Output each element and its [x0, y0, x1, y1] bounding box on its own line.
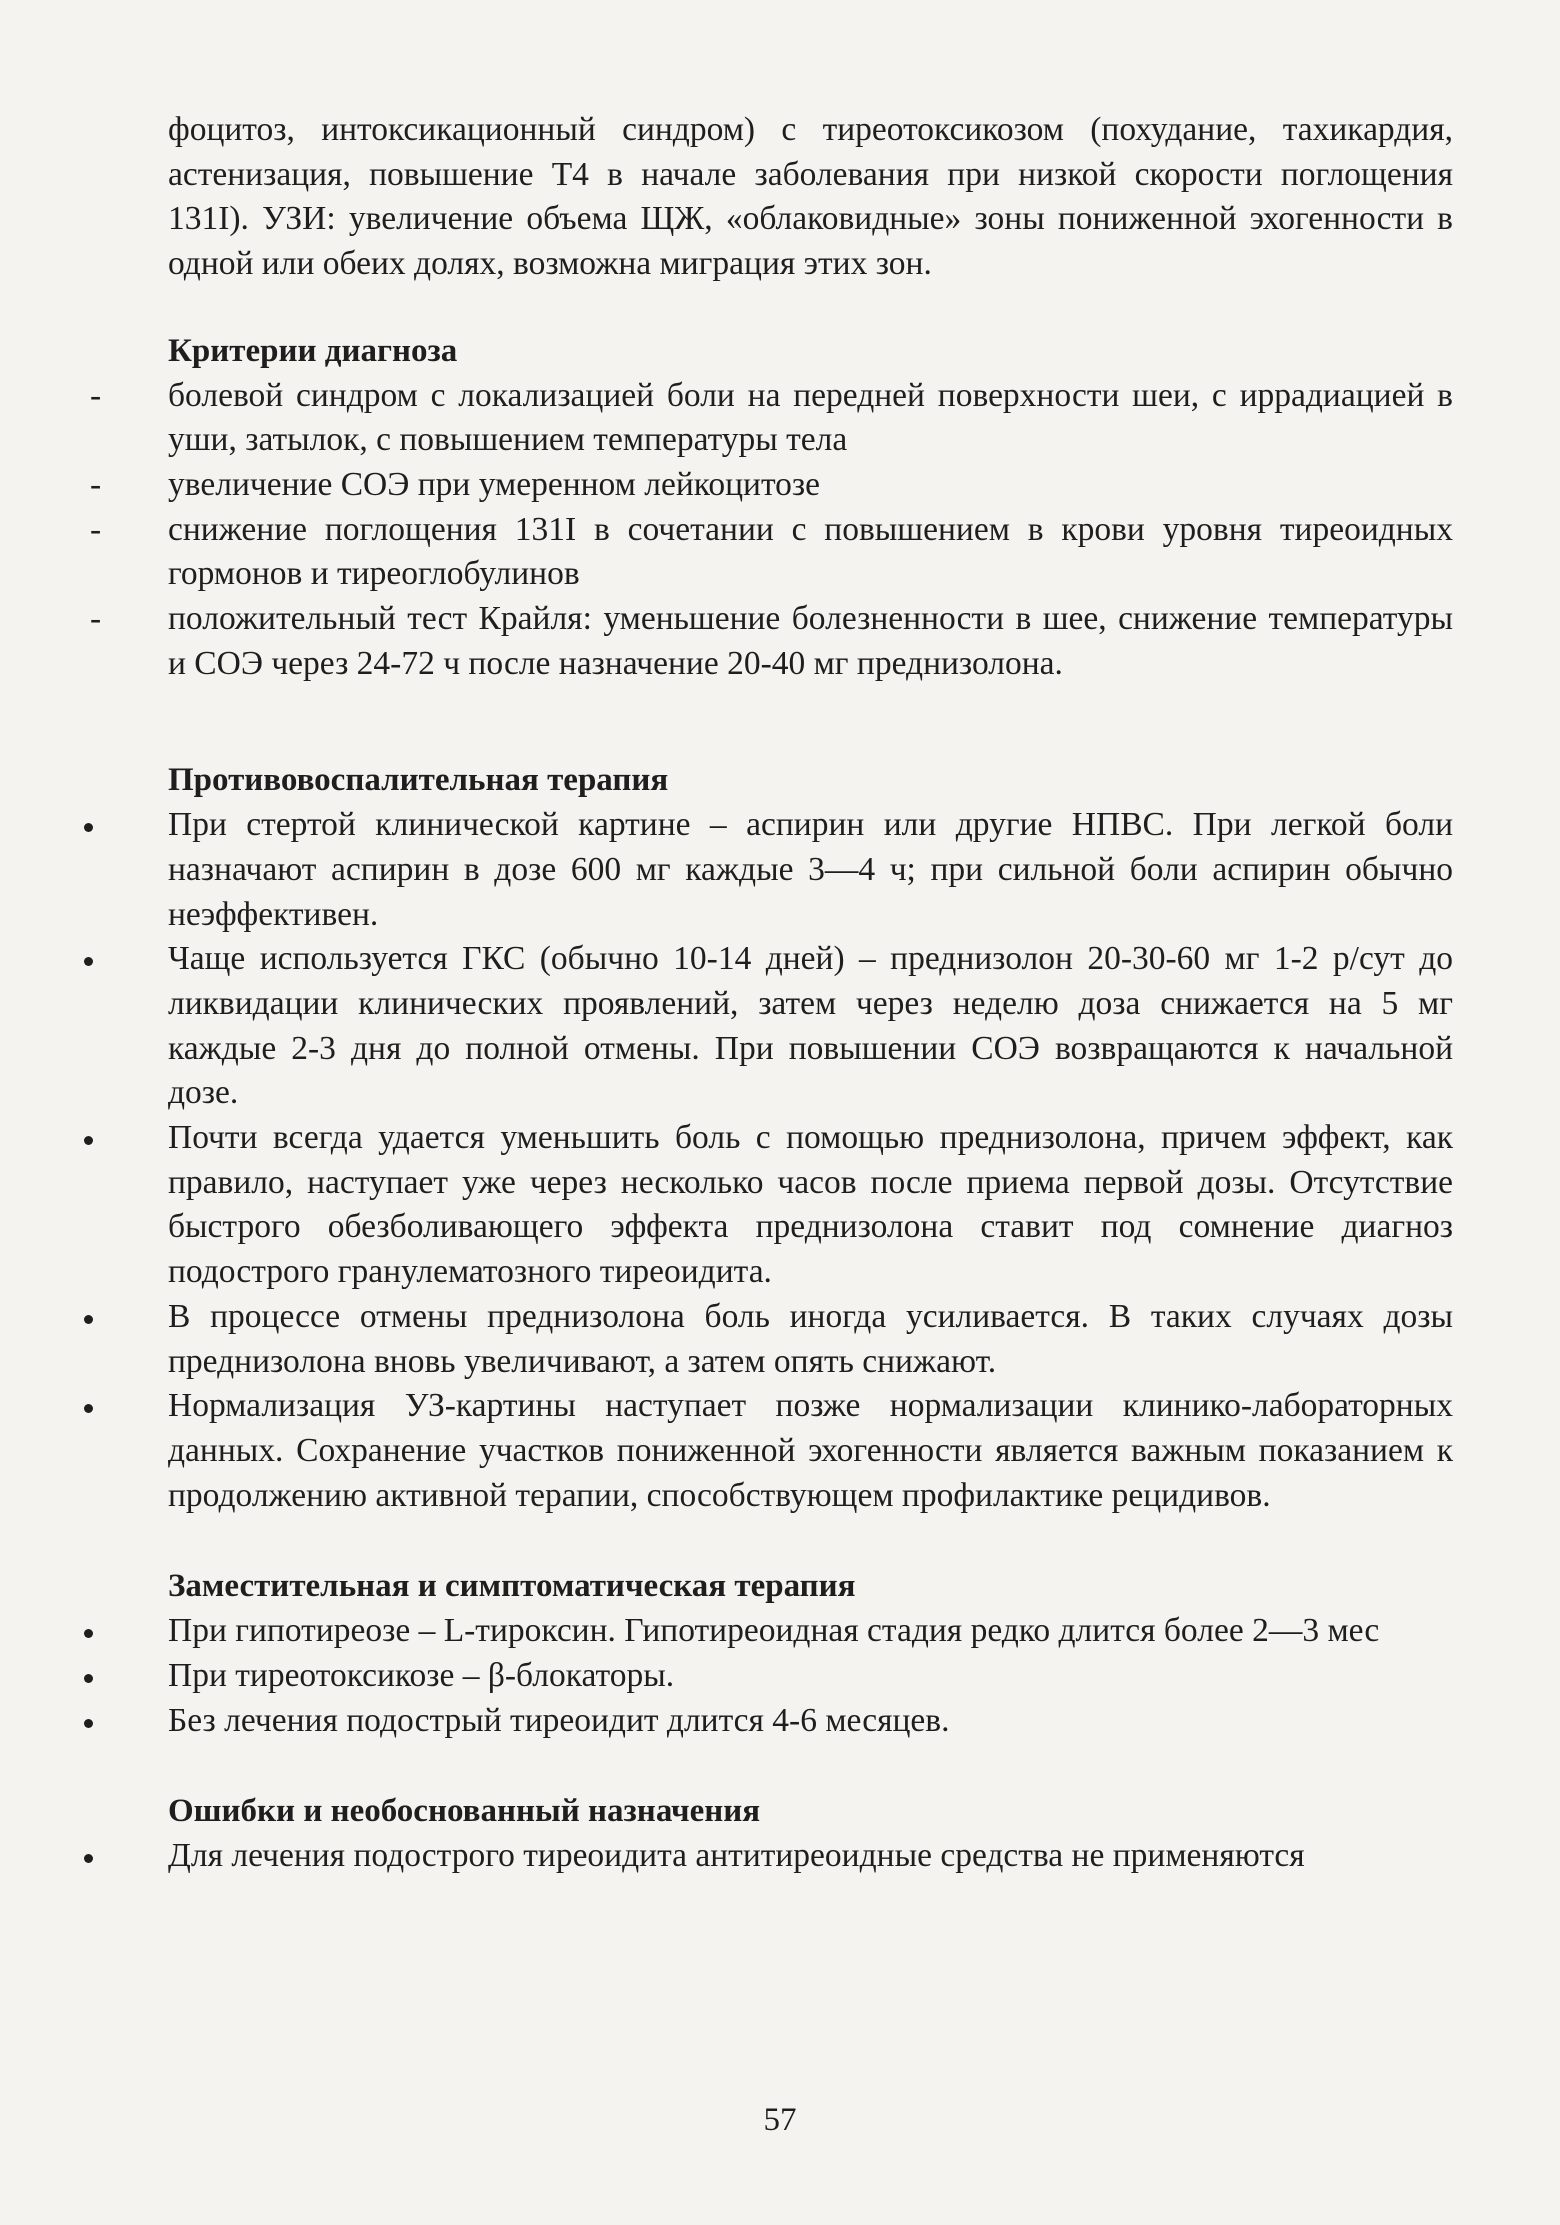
page-number: 57 [763, 2102, 797, 2138]
bullet-icon [84, 1136, 93, 1145]
list-item-text: Почти всегда удается уменьшить боль с помощью преднизолона, причем эффект, как правило, наступает уже через несколько часов после приема первой дозы. Отсутствие быстрого обезболивающего эффекта преднизолона ставит под сомнение диагноз подострого гранулематозного тиреоидита. [168, 1119, 1453, 1291]
list-item [168, 803, 1453, 937]
list-item [168, 1699, 1453, 1744]
replacement-heading: Заместительная и симптоматическая терапия [168, 1568, 856, 1605]
intro-paragraph: фоцитоз, интоксикационный синдром) с тиреотоксикозом (похудание, тахикардия, астенизация, повышение Т4 в начале заболевания при низкой скорости поглощения 131I). УЗИ: увеличение объема ЩЖ, «облаковидные» зоны пониженной эхогенности в одной или обеих долях, возможна миграция этих зон. [168, 111, 1453, 283]
errors-heading: Ошибки и необоснованный назначения [168, 1793, 761, 1830]
list-item-text: При гипотиреозе – L-тироксин. Гипотиреоидная стадия редко длится более 2—3 мес [168, 1612, 1380, 1650]
criteria-list [90, 374, 1453, 687]
list-item [90, 597, 1453, 686]
list-item-text: положительный тест Крайля: уменьшение болезненности в шее, снижение температуры и СОЭ через 24-72 ч после назначение 20-40 мг преднизолона. [168, 600, 1453, 682]
list-item-text: болевой синдром с локализацией боли на передней поверхности шеи, с иррадиацией в уши, затылок, с повышением температуры тела [168, 376, 1453, 459]
list-item [168, 1295, 1453, 1384]
list-item-text: При тиреотоксикозе – β-блокаторы. [168, 1656, 675, 1694]
list-item-text: Без лечения подострый тиреоидит длится 4-6 месяцев. [168, 1701, 950, 1739]
list-item-text: Для лечения подострого тиреоидита антитиреоидные средства не применяются [168, 1836, 1305, 1874]
list-item [168, 1116, 1453, 1295]
list-item [168, 1384, 1453, 1518]
dash-marker: - [90, 510, 102, 548]
bullet-icon [84, 1854, 93, 1863]
list-item-text: увеличение СОЭ при умеренном лейкоцитозе [168, 465, 820, 503]
list-item-text: При стертой клинической картине – аспирин или другие НПВС. При легкой боли назначают аспирин в дозе 600 мг каждые 3—4 ч; при сильной боли аспирин обычно неэффективен. [168, 806, 1453, 933]
list-item [168, 1834, 1453, 1879]
bullet-icon [84, 823, 93, 832]
bullet-icon [84, 1719, 93, 1728]
bullet-icon [84, 957, 93, 966]
list-item-text: В процессе отмены преднизолона боль иногда усиливается. В таких случаях дозы преднизолона вновь увеличивают, а затем опять снижают. [168, 1297, 1453, 1380]
list-item-text: Чаще используется ГКС (обычно 10-14 дней) – преднизолон 20-30-60 мг 1-2 р/сут до ликвидации клинических проявлений, затем через неделю доза снижается на 5 мг каждые 2-3 дня до полной отмены. При повышении СОЭ возвращаются к начальной дозе. [168, 940, 1453, 1112]
anti-inflammatory-list [168, 803, 1453, 1518]
list-item [90, 463, 1453, 508]
dash-marker: - [90, 376, 102, 414]
list-item [90, 374, 1453, 463]
dash-marker: - [90, 465, 102, 503]
list-item-text: снижение поглощения 131I в сочетании с повышением в крови уровня тиреоидных гормонов и тиреоглобулинов [168, 510, 1453, 593]
bullet-icon [84, 1674, 93, 1683]
bullet-icon [84, 1315, 93, 1324]
list-item [168, 937, 1453, 1116]
list-item [168, 1609, 1453, 1654]
errors-list [168, 1834, 1453, 1879]
bullet-icon [84, 1404, 93, 1413]
dash-marker: - [90, 600, 102, 638]
list-item-text: Нормализация УЗ-картины наступает позже нормализации клинико-лабораторных данных. Сохранение участков пониженной эхогенности является важным показанием к продолжению активной терапии, способствующем профилактике рецидивов. [168, 1387, 1453, 1514]
page-content [90, 108, 1453, 1879]
replacement-list [168, 1609, 1453, 1743]
list-item [168, 1654, 1453, 1699]
anti-inflammatory-heading: Противовоспалительная терапия [168, 762, 669, 799]
bullet-icon [84, 1629, 93, 1638]
list-item [90, 508, 1453, 597]
criteria-heading: Критерии диагноза [168, 332, 458, 369]
